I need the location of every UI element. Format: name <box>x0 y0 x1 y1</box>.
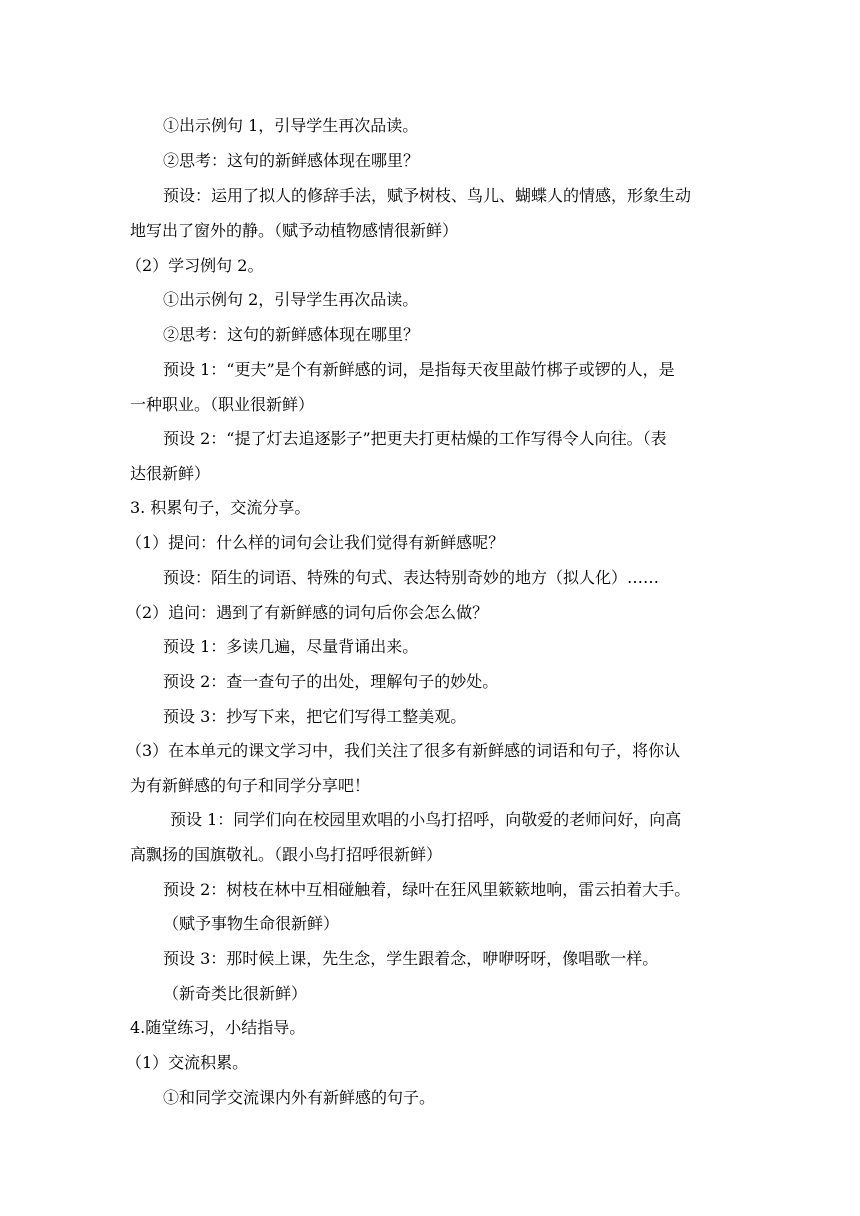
text-line: ②思考：这句的新鲜感体现在哪里？ <box>163 151 420 170</box>
text-line: （3）在本单元的课文学习中，我们关注了很多有新鲜感的词语和句子，将你认 <box>126 741 681 760</box>
text-line: 预设 2：树枝在林中互相碰触着，绿叶在狂风里簌簌地响，雷云拍着大手。 <box>163 880 691 899</box>
text-line: 达很新鲜） <box>130 464 211 483</box>
text-line: 地写出了窗外的静。（赋予动植物感情很新鲜） <box>130 221 459 240</box>
text-line: （赋予事物生命很新鲜） <box>163 914 340 933</box>
text-line: 4.随堂练习，小结指导。 <box>130 1018 306 1037</box>
text-line: 3. 积累句子，交流分享。 <box>130 498 311 517</box>
text-line: 为有新鲜感的句子和同学分享吧！ <box>130 776 371 795</box>
text-line: 预设 2：“提了灯去追逐影子”把更夫打更枯燥的工作写得令人向往。（表 <box>163 429 667 448</box>
text-line: ①出示例句 2，引导学生再次品读。 <box>163 290 419 309</box>
text-line: ①出示例句 1，引导学生再次品读。 <box>163 116 419 135</box>
text-line: （新奇类比很新鲜） <box>163 984 308 1003</box>
text-line: ①和同学交流课内外有新鲜感的句子。 <box>163 1088 436 1107</box>
text-line: （1）提问：什么样的词句会让我们觉得有新鲜感呢？ <box>126 533 505 552</box>
text-line: 预设 1：多读几遍，尽量背诵出来。 <box>163 637 419 656</box>
text-line: 高飘扬的国旗敬礼。（跟小鸟打招呼很新鲜） <box>130 845 443 864</box>
text-line: ②思考：这句的新鲜感体现在哪里？ <box>163 325 420 344</box>
text-line: 预设 2：查一查句子的出处，理解句子的妙处。 <box>163 672 499 691</box>
text-line: 预设 1：同学们向在校园里欢唱的小鸟打招呼，向敬爱的老师问好，向高 <box>170 810 682 829</box>
text-line: 预设：运用了拟人的修辞手法，赋予树枝、鸟儿、蝴蝶人的情感，形象生动 <box>163 186 692 205</box>
text-line: （2）学习例句 2。 <box>126 256 264 275</box>
text-line: （1）交流积累。 <box>126 1053 249 1072</box>
text-line: 一种职业。（职业很新鲜） <box>130 395 315 414</box>
text-line: 预设 1：“更夫”是个有新鲜感的词，是指每天夜里敲竹梆子或锣的人，是 <box>163 360 675 379</box>
text-line: 预设：陌生的词语、特殊的句式、表达特别奇妙的地方（拟人化）…… <box>163 568 660 587</box>
text-line: （2）追问：遇到了有新鲜感的词句后你会怎么做？ <box>126 603 489 622</box>
text-line: 预设 3：抄写下来，把它们写得工整美观。 <box>163 707 467 726</box>
text-line: 预设 3：那时候上课，先生念，学生跟着念，咿咿呀呀，像唱歌一样。 <box>163 949 659 968</box>
